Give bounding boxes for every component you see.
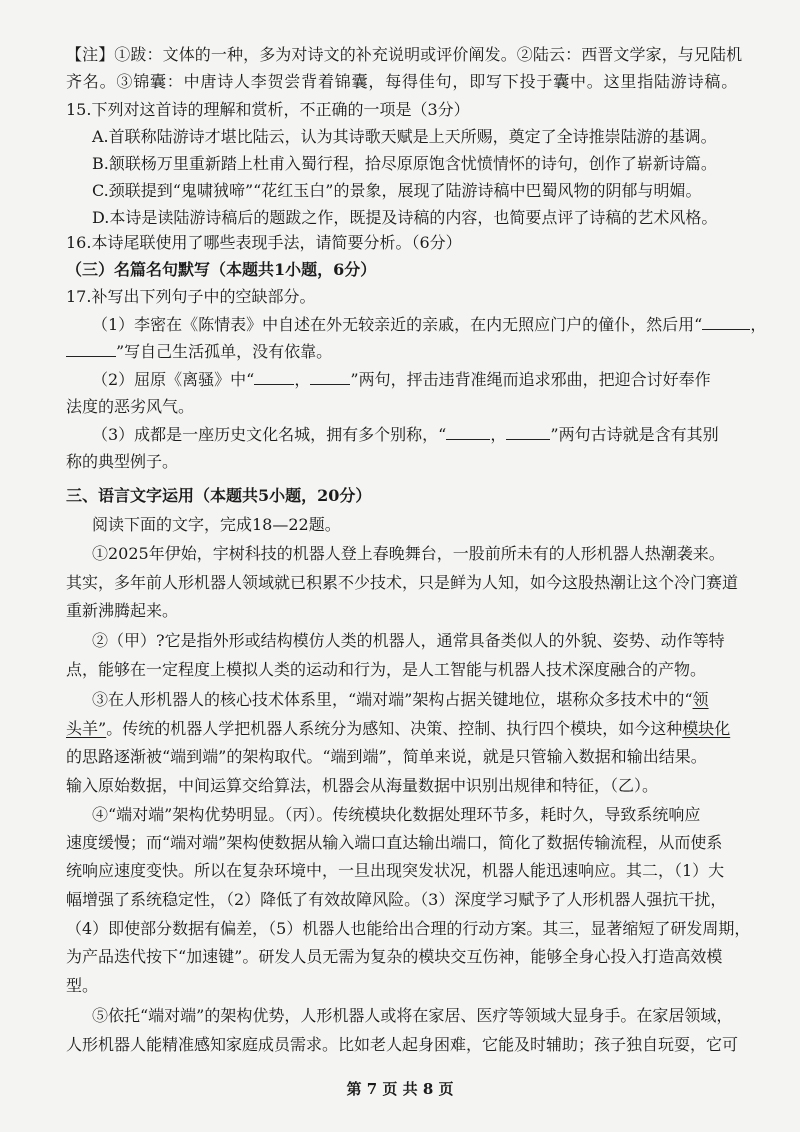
passage-p3-text: ③在人形机器人的核心技术体系里，“端对端”架构占据关键地位，堪称众多技术中的“ (92, 690, 693, 709)
question-15-option-b: B.颔联杨万里重新踏上杜甫入蜀行程，拾尽原原饱含忧愤情怀的诗句，创作了崭新诗篇。 (92, 154, 717, 173)
passage-p3-text: 。传统的机器人学把机器人系统分为感知、决策、控制、执行四个模块，如今这种 (106, 719, 683, 738)
section-3-heading: （三）名篇名句默写（本题共1小题，6分） (66, 260, 377, 279)
passage-p4-line-6: 为产品迭代按下“加速键”。研发人员无需为复杂的模块交互伤神，能够全身心投入打造高效模 (66, 947, 723, 966)
underlined-term: 头羊” (66, 719, 107, 738)
passage-p4-line-1: ④“端对端”架构优势明显。（丙）。传统模块化数据处理环节多，耗时久，导致系统响应 (92, 805, 701, 824)
passage-p1-line-1: ①2025年伊始，宇树科技的机器人登上春晚舞台，一股前所未有的人形机器人热潮袭来。 (92, 544, 725, 563)
question-17-item-3-line-2: 称的典型例子。 (66, 452, 179, 471)
question-17-item-3-line-1 (92, 424, 719, 446)
question-17-item-1-text: （1）李密在《陈情表》中自述在外无较亲近的亲戚，在内无照应门户的僮仆，然后用“ (92, 315, 703, 334)
part-3-heading: 三、语言文字运用（本题共5小题，20分） (66, 486, 372, 505)
answer-blank[interactable] (66, 342, 116, 357)
passage-p5-line-1: ⑤依托“端对端”的架构优势，人形机器人或将在家居、医疗等领域大显身手。在家居领域， (92, 1006, 733, 1025)
question-15-stem: 15.下列对这首诗的理解和赏析，不正确的一项是（3分） (66, 100, 470, 119)
note-line-2: 齐名。③锦囊：中唐诗人李贺尝背着锦囊，每得佳句，即写下投于囊中。这里指陆游诗稿。 (66, 72, 739, 91)
underlined-term: 领 (692, 690, 709, 709)
passage-p2-line-1: ②（甲）?它是指外形或结构模仿人类的机器人，通常具备类似人的外貌、姿势、动作等特 (92, 631, 725, 650)
note-line-1: 【注】①跋：文体的一种，多为对诗文的补充说明或评价阐发。②陆云：西晋文学家，与兄陆机 (66, 45, 743, 64)
comma: ， (294, 370, 311, 389)
passage-p3-line-3: 的思路逐渐被“端到端”的架构取代。“端到端”，简单来说，就是只管输入数据和输出结果。 (66, 747, 707, 766)
question-17-item-2-tail: ”两句，抨击违背准绳而追求邪曲，把迎合讨好奉作 (350, 370, 711, 389)
passage-p1-line-3: 重新沸腾起来。 (66, 601, 179, 620)
passage-p5-line-2: 人形机器人能精准感知家庭成员需求。比如老人起身困难，它能及时辅助；孩子独自玩耍，它可 (66, 1035, 739, 1054)
answer-blank[interactable] (254, 370, 294, 385)
question-15-option-c: C.颈联提到“鬼啸狨啼”“花红玉白”的景象，展现了陆游诗稿中巴蜀风物的阴郁与明媚。 (92, 181, 702, 200)
question-17-item-3-tail: ”两句古诗就是含有其别 (550, 425, 719, 444)
passage-p4-line-5: （4）即使部分数据有偏差，（5）机器人也能给出合理的行动方案。其三，显著缩短了研发周期， (66, 919, 751, 938)
question-15-option-a: A.首联称陆游诗才堪比陆云，认为其诗歌天赋是上天所赐，奠定了全诗推崇陆游的基调。 (92, 127, 717, 146)
question-17-item-2-line-1 (92, 369, 711, 391)
answer-blank[interactable] (506, 425, 550, 440)
underlined-term: 模块化 (682, 719, 731, 738)
answer-blank[interactable] (446, 425, 490, 440)
passage-p3-line-4: 输入原始数据，中间运算交给算法，机器会从海量数据中识别出规律和特征，（乙）。 (66, 776, 659, 795)
question-17-item-3-text: （3）成都是一座历史文化名城，拥有多个别称，“ (92, 425, 447, 444)
question-17-item-1-tail: ”写自己生活孤单，没有依靠。 (116, 342, 333, 361)
question-16: 16.本诗尾联使用了哪些表现手法，请简要分析。（6分） (66, 233, 462, 252)
question-15-option-d: D.本诗是读陆游诗稿后的题跋之作，既提及诗稿的内容，也简要点评了诗稿的艺术风格。 (92, 208, 718, 227)
passage-p4-line-4: 幅增强了系统稳定性，（2）降低了有效故障风险。（3）深度学习赋予了人形机器人强抗干扰， (66, 890, 727, 909)
passage-p4-line-2: 速度缓慢；而“端对端”架构使数据从输入端口直达输出端口，简化了数据传输流程，从而使系 (66, 833, 723, 852)
question-17-item-2-text: （2）屈原《离骚》中“ (92, 370, 255, 389)
passage-p3-line-1 (92, 689, 709, 711)
comma: ， (750, 315, 767, 334)
answer-blank[interactable] (310, 370, 350, 385)
passage-p3-line-2 (66, 718, 730, 740)
passage-p2-line-2: 点，能够在一定程度上模拟人类的运动和行为，是人工智能与机器人技术深度融合的产物。 (66, 660, 707, 679)
question-17-item-2-line-2: 法度的恶劣风气。 (66, 397, 195, 416)
question-17-item-1-line-1 (92, 314, 766, 336)
passage-p4-line-7: 型。 (66, 976, 99, 995)
answer-blank[interactable] (702, 315, 750, 330)
passage-p4-line-3: 统响应速度变快。所以在复杂环境中，一旦出现突发状况，机器人能迅速响应。其二，（1）大 (66, 861, 725, 880)
question-17-stem: 17.补写出下列句子中的空缺部分。 (66, 287, 316, 306)
question-17-item-1-line-2 (66, 341, 332, 363)
part-3-intro: 阅读下面的文字，完成18—22题。 (92, 515, 341, 534)
passage-p1-line-2: 其实，多年前人形机器人领域就已积累不少技术，只是鲜为人知，如今这股热潮让这个冷门赛道 (66, 573, 739, 592)
page-number-footer: 第 7 页 共 8 页 (346, 1080, 454, 1098)
comma: ， (490, 425, 507, 444)
